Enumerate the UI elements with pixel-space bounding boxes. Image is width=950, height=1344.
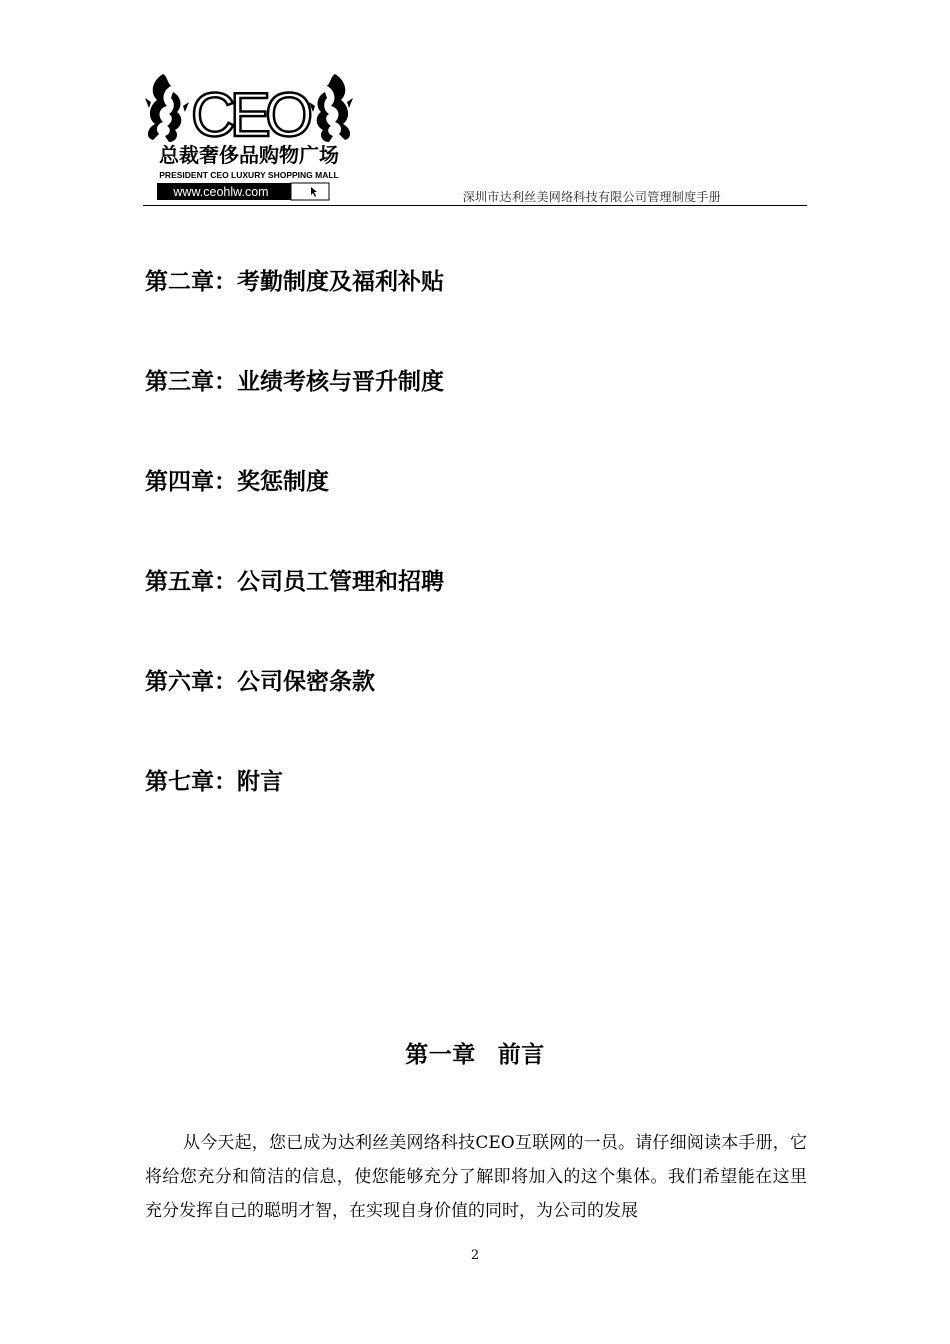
logo-url: www.ceohlw.com: [173, 185, 269, 199]
body-paragraph: 从今天起，您已成为达利丝美网络科技CEO互联网的一员。请仔细阅读本手册，它将给您充分和简洁的信息，使您能够充分了解即将加入的这个集体。我们希望能在这里充分发挥自己的聪明才智，在实现自身价值的同时，为公司的发展: [145, 1133, 807, 1221]
toc-item: 第二章：考勤制度及福利补贴: [145, 269, 444, 295]
toc-item: 第七章：附言: [145, 769, 283, 795]
chapter-name: 前言: [497, 1042, 545, 1068]
header-divider: [143, 205, 807, 206]
toc-item: 第五章：公司员工管理和招聘: [145, 569, 444, 595]
chapter-number: 第一章: [405, 1042, 476, 1068]
chapter-title: [0, 1036, 950, 1069]
toc-item: 第四章：奖惩制度: [145, 469, 329, 495]
table-of-contents: [145, 262, 805, 862]
dragon-icon: [309, 74, 353, 142]
company-logo: [143, 62, 355, 204]
toc-item: 第三章：业绩考核与晋升制度: [145, 369, 444, 395]
logo-en-name: PRESIDENT CEO LUXURY SHOPPING MALL: [159, 170, 339, 180]
dragon-icon: [145, 74, 189, 142]
page-number: 2: [470, 1248, 480, 1263]
toc-item: 第六章：公司保密条款: [145, 669, 375, 695]
header-title: 深圳市达利丝美网络科技有限公司管理制度手册: [462, 190, 721, 204]
page-header: [143, 62, 807, 208]
logo-letters: CEO: [190, 81, 308, 150]
logo-cn-name: 总裁奢侈品购物广场: [159, 143, 339, 167]
